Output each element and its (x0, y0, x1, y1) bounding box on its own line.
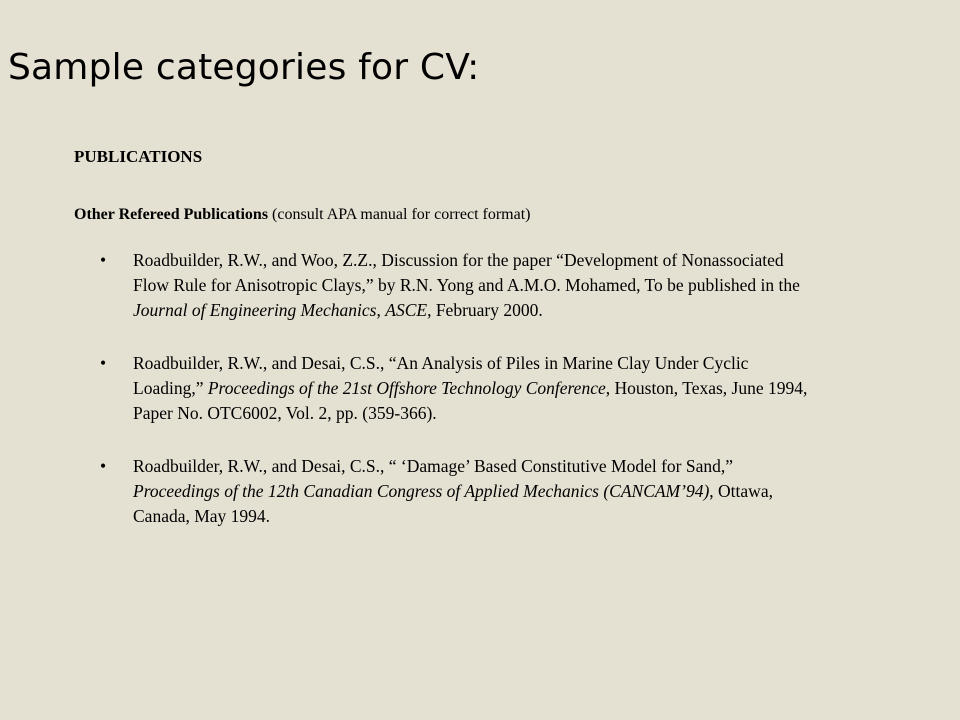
section-heading: PUBLICATIONS (74, 147, 203, 166)
proceedings-name: Proceedings of the 12th Canadian Congress of Applied Mechanics (CANCAM’94) (133, 481, 710, 501)
list-item (100, 248, 820, 323)
bullet-icon: • (100, 353, 107, 373)
citation-text: , Ottawa, Canada, May 1994. (133, 481, 773, 526)
subheading-note: (consult APA manual for correct format) (268, 206, 531, 223)
citation-text: Roadbuilder, R.W., and Desai, C.S., “ ‘Damage’ Based Constitutive Model for Sand,” (133, 456, 734, 476)
proceedings-name: Proceedings of the 21st Offshore Technology Conference (207, 378, 606, 398)
list-item (100, 351, 820, 426)
citation-text: , February 2000. (427, 300, 543, 320)
subheading-bold: Other Refereed Publications (74, 206, 269, 223)
bullet-icon: • (100, 456, 107, 476)
bullet-icon: • (100, 250, 107, 270)
list-item (100, 454, 820, 529)
citation-text: , Houston, Texas, June 1994, Paper No. OTC6002, Vol. 2, pp. (359-366). (133, 378, 808, 423)
citation-text: Roadbuilder, R.W., and Desai, C.S., “An Analysis of Piles in Marine Clay Under Cyclic Loading,” (133, 353, 749, 398)
citation-text: Roadbuilder, R.W., and Woo, Z.Z., Discussion for the paper “Development of Nonassociated Flow Rule for Anisotropic Clays,” by R.N. Yong and A.M.O. Mohamed, To be published in the (133, 250, 800, 295)
subheading (74, 204, 531, 226)
publisher-name: ASCE (385, 300, 428, 320)
journal-name: Journal of Engineering Mechanics (133, 300, 377, 320)
citation-text: , (376, 300, 386, 320)
slide-title: Sample categories for CV: (8, 47, 480, 88)
publication-list (100, 248, 820, 557)
